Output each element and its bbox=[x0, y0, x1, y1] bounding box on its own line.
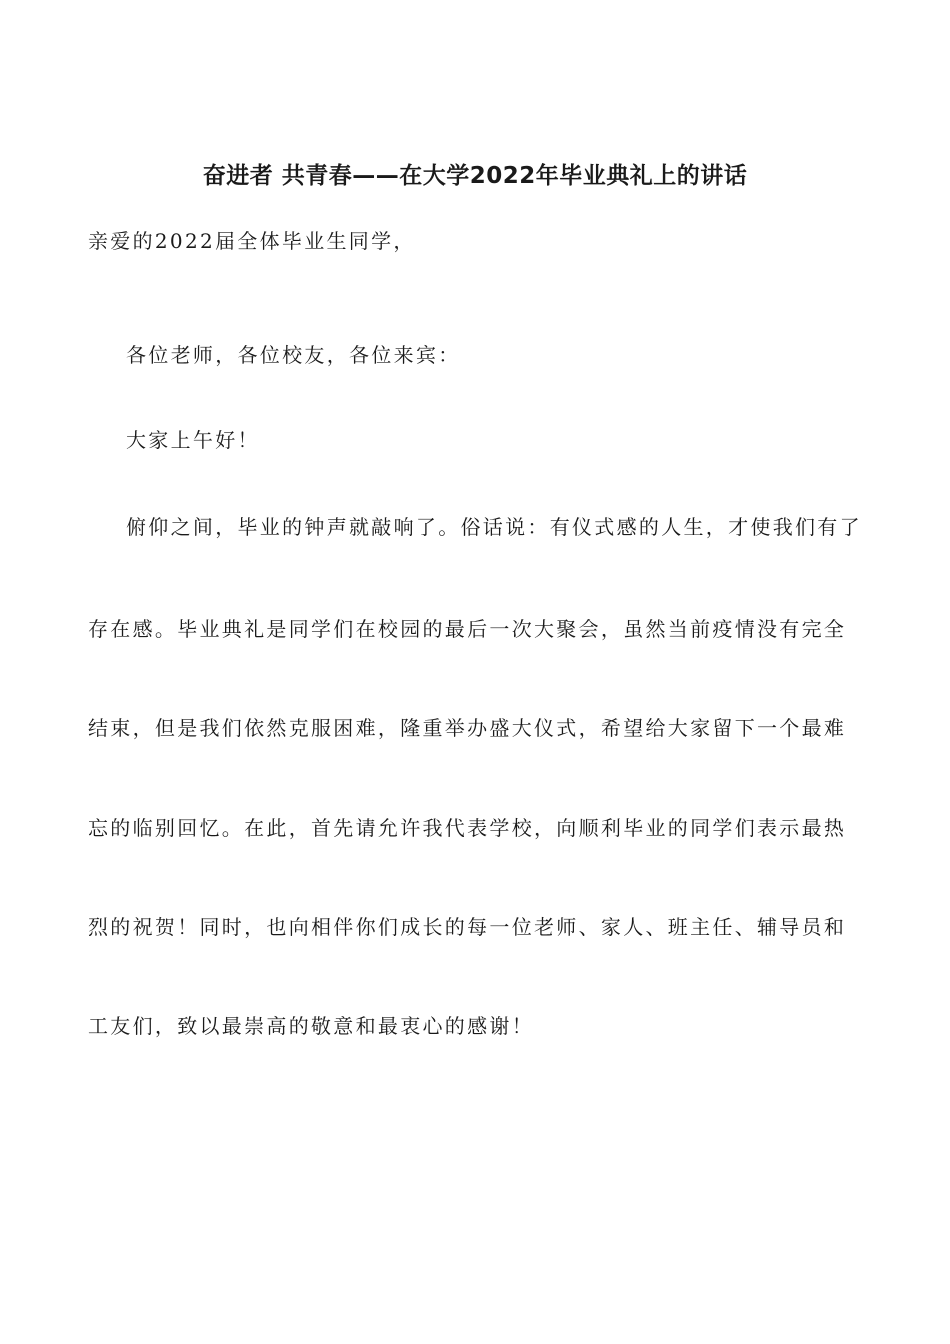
body-line: 忘的临别回忆。在此，首先请允许我代表学校，向顺利毕业的同学们表示最热 bbox=[88, 816, 847, 840]
salutation: 亲爱的2022届全体毕业生同学， bbox=[88, 229, 416, 253]
body-line: 俯仰之间，毕业的钟声就敲响了。俗话说：有仪式感的人生，才使我们有了 bbox=[126, 515, 862, 539]
greeting-guests: 各位老师，各位校友，各位来宾： bbox=[126, 343, 461, 367]
body-line: 烈的祝贺！同时，也向相伴你们成长的每一位老师、家人、班主任、辅导员和 bbox=[88, 915, 847, 939]
document-title: 奋进者 共青春——在大学2022年毕业典礼上的讲话 bbox=[202, 163, 748, 189]
body-line: 存在感。毕业典礼是同学们在校园的最后一次大聚会，虽然当前疫情没有完全 bbox=[88, 617, 847, 641]
greeting-morning: 大家上午好！ bbox=[126, 428, 260, 452]
body-line: 结束，但是我们依然克服困难，隆重举办盛大仪式，希望给大家留下一个最难 bbox=[88, 716, 847, 740]
body-line: 工友们，致以最崇高的敬意和最衷心的感谢！ bbox=[88, 1014, 534, 1038]
